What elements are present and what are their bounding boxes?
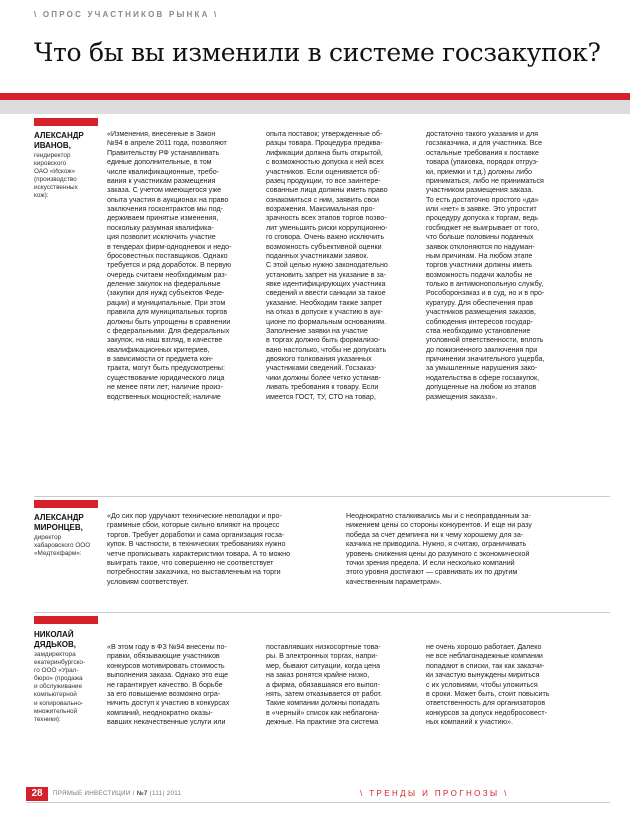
quote-line: ки зачастую вынуждены мириться — [426, 671, 540, 680]
quote-line: сованные лица должны иметь право — [266, 186, 388, 195]
rubric-label: \ ТРЕНДЫ И ПРОГНОЗЫ \ — [360, 789, 509, 798]
quote-line: разцы товара. Процедура предква- — [266, 139, 383, 148]
quote-line: с федеральными. Для федеральных — [107, 326, 230, 335]
quote-line: этого уровня достигают — сравнивать их по другим — [346, 568, 518, 577]
quote-line: опыта поставок; утвержденные об- — [266, 130, 383, 138]
respondent-2-role: директор хабаровского ООО «Медтехфарм»: — [34, 534, 91, 558]
quote-line: мер, бывают ситуации, когда цена — [266, 661, 381, 670]
quote-line: достаточно такого указания и для — [426, 130, 539, 138]
quote-line: казчика не приводила. Нужно, я считаю, ограничивать — [346, 540, 527, 549]
quote-line: процедуру допуска к торгам, ведь — [426, 214, 538, 223]
section-tag: \ ОПРОС УЧАСТНИКОВ РЫНКА \ — [34, 10, 219, 19]
quote-line: «До сих пор удручают технические неполадки и про- — [107, 512, 282, 520]
quote-line: конкурсов за допуск недобросовест- — [426, 708, 548, 717]
quote-line: за его повышение возможно огра- — [107, 689, 221, 698]
quote-line: тракта, могут быть предусмотрены: — [107, 364, 225, 373]
quote-line: правки, обязывающие участников — [107, 652, 220, 661]
quote-line: только в антимонопольную службу, — [426, 280, 544, 288]
quote-line: с их условиями, чтобы уложиться — [426, 680, 538, 689]
respondent-1-quote-col-1 — [107, 130, 232, 402]
page-title: Что бы вы изменили в системе госзакупок? — [34, 38, 601, 67]
quote-line: двоякого толкования указанных — [266, 355, 372, 363]
respondent-3-accent-bar — [34, 616, 98, 624]
quote-line: участником размещения заказа. — [426, 186, 534, 195]
quote-line: в сроки. Может быть, стоит повысить — [426, 689, 550, 698]
quote-line: выполнения заказа. Однако это еще — [107, 671, 229, 680]
quote-line: или «нет» в заявке. Это упростит — [426, 205, 537, 213]
quote-line: ничить доступ к участию в конкурсах — [107, 699, 230, 708]
quote-line: ки, приемки и т.д.) должны либо — [426, 167, 533, 176]
respondent-2-quote-col-1 — [107, 512, 290, 587]
quote-line: закупок, на наш взгляд, в качестве — [107, 336, 223, 345]
quote-line: конкурсов мотивировать стоимость — [107, 661, 225, 670]
quote-line: заказа. С учетом имеющегося уже — [107, 186, 222, 195]
respondent-3-quote-col-2 — [266, 643, 382, 727]
quote-line: на заказ ронятся крайне низко, — [266, 671, 370, 680]
quote-line: четче прописывать характеристики товара. А то можно — [107, 549, 291, 558]
quote-line: Правительству РФ устанавливать — [107, 148, 220, 157]
quote-line: поскольку разумная квалифика- — [107, 223, 214, 232]
quote-line: деление закупок на федеральные — [107, 280, 221, 288]
quote-line: единые дополнительные, в том — [107, 158, 212, 167]
respondent-2-accent-bar — [34, 500, 98, 508]
quote-line: лит уменьшить риски коррупционно- — [266, 223, 388, 232]
quote-line: То есть достаточно простого «да» — [426, 195, 539, 204]
quote-line: в тендерах фирм-однодневок и недо- — [107, 242, 232, 251]
quote-line: вано настолько, чтобы не допускать — [266, 345, 387, 354]
quote-line: условиям соответствует. — [107, 577, 189, 586]
quote-line: ливать требования к товару. Если — [266, 383, 379, 392]
quote-line: куратуру. Для обеспечения прав — [426, 298, 534, 307]
quote-line: нять, затем отказывается от работ. — [266, 689, 382, 698]
quote-line: квалификационных критериев, — [107, 345, 210, 354]
quote-line: причинении значительного ущерба, — [426, 355, 545, 363]
quote-line: а фирма, обязавшаяся его выпол- — [266, 680, 380, 689]
quote-line: купок. В частности, в технических требованиях нужно — [107, 540, 286, 549]
quote-line: что больше половины поданных — [426, 233, 534, 242]
respondent-2-quote-col-2 — [346, 512, 532, 587]
quote-line: не гарантирует качество. В борьбе — [107, 680, 223, 689]
quote-line: С этой целью нужно законодательно — [266, 261, 388, 270]
respondent-2-name: АЛЕКСАНДР МИРОНЦЕВ, — [34, 513, 84, 532]
respondent-3-quote-col-1 — [107, 643, 229, 727]
title-divider-red — [0, 93, 630, 100]
quote-line: допущенные на любом из этапов — [426, 383, 537, 392]
quote-line: ры. В электронных торгах, напри- — [266, 652, 378, 661]
quote-line: требуется и ряд доработок. В первую — [107, 261, 232, 270]
quote-line: участниками сведений. Госзаказ- — [266, 364, 377, 373]
quote-line: приниматься, либо не приниматься — [426, 176, 544, 185]
quote-line: должны быть упрощены в сравнении — [107, 317, 231, 326]
respondent-3-quote-col-3 — [426, 643, 550, 727]
quote-line: поставлявших низкосортные това- — [266, 643, 381, 651]
quote-line: вания к участникам размещения — [107, 176, 216, 185]
quote-line: очередь считаем необходимым раз- — [107, 270, 228, 279]
respondent-1-role: гендиректор кировского ОАО «Искож» (производство искусственных кож): — [34, 152, 78, 200]
respondent-1-name: АЛЕКСАНДР ИВАНОВ, — [34, 131, 84, 150]
quote-line: Рособоронзаказ и в суд, но и в про- — [426, 289, 545, 298]
quote-line: торгов участники должны иметь — [426, 261, 533, 270]
title-divider-gray — [0, 100, 630, 114]
quote-line: с возможностью допуска к ней всех — [266, 158, 384, 167]
quote-line: Заполнение заявки на участие — [266, 326, 368, 335]
quote-line: ционе по формальным основаниям. — [266, 317, 387, 326]
quote-line: разец продукции, то все заинтере- — [266, 176, 381, 185]
quote-line: точки зрения предела. И если несколько компаний — [346, 558, 515, 567]
quote-line: указание. Необходим также запрет — [266, 298, 383, 307]
quote-line: го сговора. Очень важно исключить — [266, 233, 385, 242]
respondent-1-quote-col-2 — [266, 130, 388, 402]
quote-line: заявок отклоняются по надуман- — [426, 242, 535, 251]
quote-line: дежные. На практике эта система — [266, 718, 379, 726]
quote-line: (закупки для нужд субъектов Феде- — [107, 289, 225, 298]
quote-line: в торгах должно быть формализо- — [266, 336, 381, 345]
quote-line: вавших некачественные услуги или — [107, 718, 226, 726]
quote-line: за умышленные нарушения зако- — [426, 364, 538, 373]
quote-line: «В этом году в ФЗ №94 внесены по- — [107, 643, 227, 651]
quote-line: установить запрет на указание в за- — [266, 270, 387, 279]
quote-line: возможность подачи жалобы не — [426, 270, 533, 279]
quote-line: имеется ГОСТ, ТУ, СТО на товар, — [266, 392, 376, 401]
quote-line: попадают в списки, так как заказчи- — [426, 661, 545, 670]
quote-line: держиваем принятые изменения, — [107, 214, 219, 223]
divider-1 — [34, 496, 610, 497]
quote-line: соблюдения интересов государ- — [426, 317, 533, 326]
quote-line: участников. Если оценивается об- — [266, 167, 380, 176]
quote-line: до пожизненного заключения при — [426, 345, 538, 354]
quote-line: рации) и муниципальные. При этом — [107, 298, 226, 307]
quote-line: чики должны более четко устанав- — [266, 373, 381, 382]
quote-line: лификации должна быть открытой, — [266, 148, 383, 157]
quote-line: опыта участия в аукционах на право — [107, 195, 229, 204]
quote-line: Неоднократно сталкивались мы и с неоправданным за- — [346, 512, 531, 520]
quote-line: ных компаний к участию». — [426, 718, 513, 726]
quote-line: водственных мощностей; наличие — [107, 392, 221, 401]
quote-line: ция позволит исключить участие — [107, 233, 216, 242]
quote-line: «Изменения, внесенные в Закон — [107, 130, 216, 138]
quote-line: нижением цены со стороны конкурентов. И еще ни разу — [346, 521, 532, 530]
quote-line: участников размещения заказов, — [426, 308, 536, 317]
quote-line: ства необходимо установление — [426, 326, 531, 335]
quote-line: граммные сбои, которые сильно влияют на процесс — [107, 521, 280, 530]
quote-line: возражения. Максимальная про- — [266, 205, 375, 213]
quote-line: выиграть такое, что совершенно не соответствует — [107, 558, 274, 567]
quote-line: в «черный» список как неблагона- — [266, 708, 380, 717]
quote-line: остальные требования к поставке — [426, 148, 539, 157]
quote-line: №94 в апреле 2011 года, позволяют — [107, 139, 227, 148]
quote-line: не очень хорошо работает. Далеко — [426, 643, 542, 651]
quote-line: нодательства в сфере госзакупок, — [426, 373, 540, 382]
quote-line: сведений и ввести санкции за такое — [266, 289, 386, 298]
quote-line: товара (упаковка, порядок отгруз- — [426, 158, 539, 167]
respondent-1-quote-col-3 — [426, 130, 544, 402]
quote-line: явке идентифицирующих участника — [266, 280, 386, 288]
quote-line: торгов. Требует доработки и сама организация госза- — [107, 530, 285, 539]
quote-line: ознакомиться с ним, заявить свои — [266, 195, 380, 204]
quote-line: качественным параметрам». — [346, 577, 442, 586]
publication-name: ПРЯМЫЕ ИНВЕСТИЦИИ / №7 (111) 2011 — [53, 790, 182, 797]
quote-line: Такие компании должны попадать — [266, 699, 380, 708]
quote-line: не менее пяти лет; наличие произ- — [107, 383, 223, 392]
quote-line: правила для муниципальных торгов — [107, 308, 228, 317]
quote-line: бросовестных поставщиков. Однако — [107, 251, 228, 260]
quote-line: ным причинам. На любом этапе — [426, 251, 533, 260]
divider-2 — [34, 612, 610, 613]
quote-line: уровень снижения цены до разумного с экономической — [346, 549, 530, 558]
quote-line: госзаказчика, и для участника. Все — [426, 139, 543, 148]
quote-line: на отказ в допуске к участию в аук- — [266, 308, 383, 317]
page-number: 28 — [26, 787, 48, 801]
quote-line: потребностям заказчика, но выставленным на торги — [107, 568, 281, 577]
quote-line: поданных участниками заявок. — [266, 251, 369, 260]
quote-line: госбюджет не выигрывает от того, — [426, 223, 540, 232]
quote-line: уголовной ответственности, вплоть — [426, 336, 544, 345]
quote-line: не все неблагонадежные компании — [426, 652, 543, 661]
quote-line: компаний, неоднократно оказы- — [107, 708, 213, 717]
quote-line: в зависимости от предмета кон- — [107, 355, 214, 363]
quote-line: размещения заказа». — [426, 392, 498, 401]
quote-line: существование юридического лица — [107, 373, 225, 382]
footer-rule — [26, 802, 610, 803]
quote-line: числе квалификационные, требо- — [107, 167, 220, 176]
quote-line: заключения госконтрактов мы под- — [107, 205, 224, 213]
respondent-3-role: замдиректора екатеринбургско- го ООО «Урал- бюро» (продажа и обслуживание компьютерной и копировально- множительной техники): — [34, 651, 86, 723]
respondent-1-accent-bar — [34, 118, 98, 126]
quote-line: победа за счет демпинга ни к чему хорошему для за- — [346, 530, 524, 539]
quote-line: возможность субъективной оценки — [266, 242, 382, 251]
respondent-3-name: НИКОЛАЙ ДЯДЬКОВ, — [34, 630, 77, 649]
quote-line: зрачность всех этапов торгов позво- — [266, 214, 387, 223]
quote-line: ответственность для организаторов — [426, 699, 546, 708]
